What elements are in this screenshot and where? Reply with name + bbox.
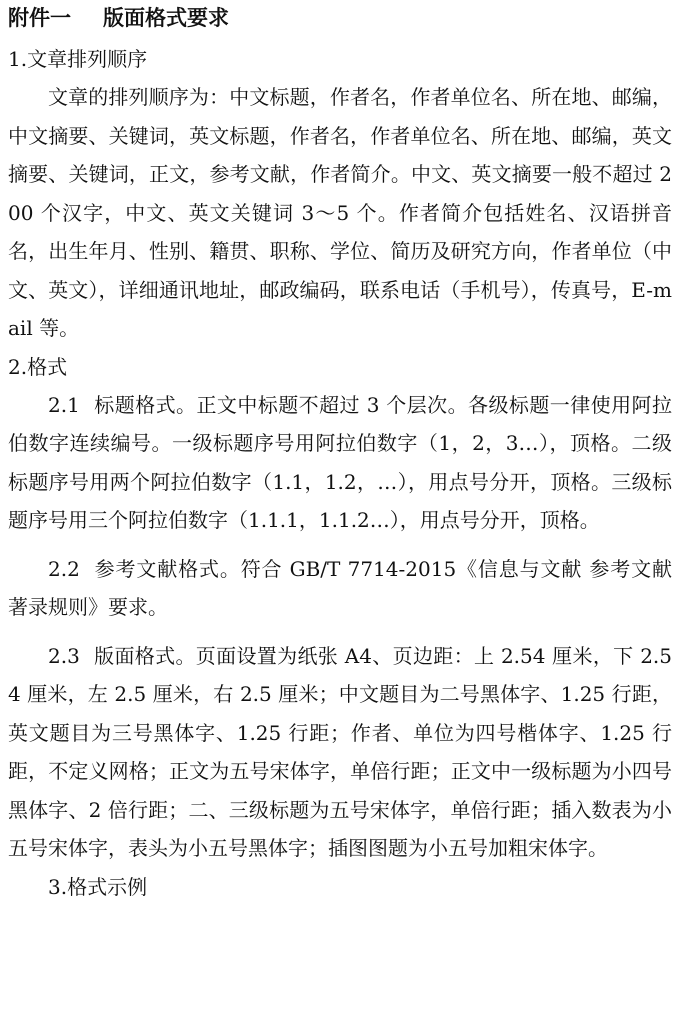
paragraph-2-3-text: 版面格式。页面设置为纸张 A4、页边距：上 2.54 厘米，下 2.54 厘米，左 2.5 厘米，右 2.5 厘米；中文题目为二号黑体字、1.25 行距，英文题目为三号黑体字、1.25 行距；作者、单位为四号楷体字、1.25 行距，不定义网格；正文为五号宋体字，单倍行距；正文中一级标题为小四号黑体字、2 倍行距；二、三级标题为五号宋体字，单倍行距；插入数表为小五号宋体字，表头为小五号黑体字；插图图题为小五号加粗宋体字。 bbox=[8, 643, 672, 860]
paragraph-2-2 bbox=[8, 550, 672, 627]
paragraph-2-1-number: 2.1 bbox=[48, 392, 80, 417]
section-1-heading: 1.文章排列顺序 bbox=[8, 47, 148, 71]
paragraph-2-2-number: 2.2 bbox=[48, 556, 80, 581]
paragraph-2-3-number: 2.3 bbox=[48, 643, 80, 668]
section-2-heading: 2.格式 bbox=[8, 354, 68, 379]
section-3-heading: 3.格式示例 bbox=[48, 874, 148, 899]
section-1-paragraph: 文章的排列顺序为：中文标题，作者名，作者单位名、所在地、邮编，中文摘要、关键词，英文标题，作者名，作者单位名、所在地、邮编，英文摘要、关键词，正文，参考文献，作者简介。中文、英文摘要一般不超过 200 个汉字，中文、英文关键词 3～5 个。作者简介包括姓名、汉语拼音名，出生年月、性别、籍贯、职称、学位、简历及研究方向，作者单位（中文、英文），详细通讯地址，邮政编码，联系电话（手机号），传真号，E-mail 等。 bbox=[8, 85, 672, 340]
title-text: 版面格式要求 bbox=[103, 6, 229, 30]
document-title bbox=[8, 4, 672, 32]
paragraph-2-1 bbox=[8, 386, 672, 540]
paragraph-2-2-text: 参考文献格式。符合 GB/T 7714-2015《信息与文献 参考文献著录规则》要求。 bbox=[8, 556, 672, 619]
title-annex-label: 附件一 bbox=[8, 6, 71, 30]
paragraph-2-1-text: 标题格式。正文中标题不超过 3 个层次。各级标题一律使用阿拉伯数字连续编号。一级标题序号用阿拉伯数字（1，2，3…），顶格。二级标题序号用两个阿拉伯数字（1.1，1.2，…），用点号分开，顶格。三级标题序号用三个阿拉伯数字（1.1.1，1.1.2…），用点号分开，顶格。 bbox=[8, 392, 672, 532]
paragraph-2-3 bbox=[8, 637, 672, 868]
